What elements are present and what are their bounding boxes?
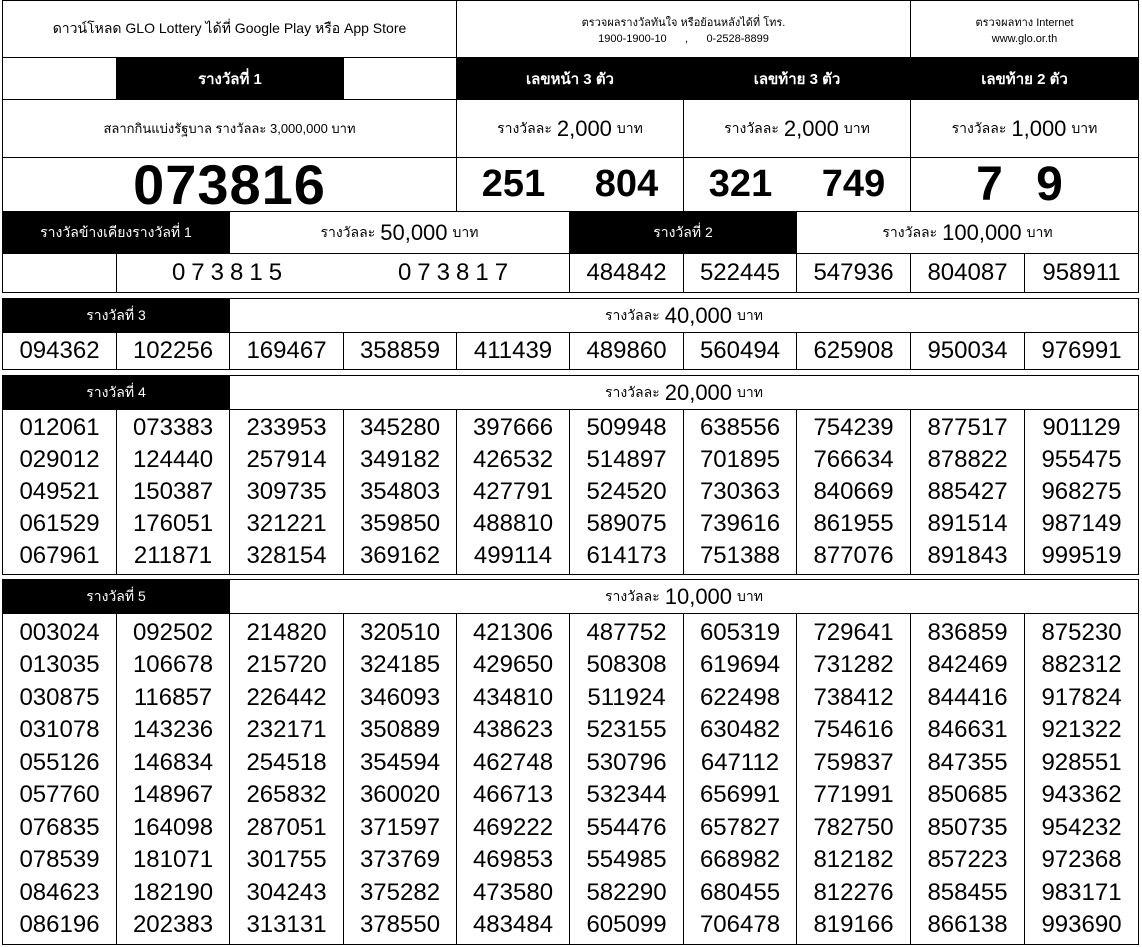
fifth-prize-number: 462748 (472, 748, 554, 776)
fifth-prize-number: 647112 (700, 748, 780, 776)
fifth-prize-number: 846631 (927, 716, 1008, 744)
fourth-prize-number: 427791 (472, 478, 554, 505)
third-prize-label: รางวัลที่ 3 (2, 298, 230, 333)
fourth-prize-number: 638556 (699, 414, 781, 441)
fifth-prize-number: 148967 (132, 781, 214, 809)
fifth-prize-number: 508308 (586, 651, 667, 679)
fifth-prize-number: 055126 (19, 748, 100, 776)
fifth-prize-number: 214820 (246, 618, 327, 646)
fourth-prize-column (910, 409, 1025, 575)
fifth-prize-number: 215720 (246, 651, 327, 679)
fourth-prize-number: 176051 (132, 510, 214, 537)
fifth-prize-column (456, 613, 570, 945)
fifth-prize-number: 850685 (927, 781, 1008, 809)
fifth-prize-number: 469853 (472, 846, 554, 874)
fourth-prize-number: 012061 (19, 414, 100, 441)
fifth-prize-number: 232171 (246, 716, 327, 744)
fourth-prize-number: 701895 (699, 446, 781, 473)
fifth-prize-number: 265832 (246, 781, 327, 809)
second-prize-number: 522445 (683, 253, 797, 293)
fifth-prize-label: รางวัลที่ 5 (2, 579, 230, 614)
fifth-prize-number: 313131 (246, 911, 327, 939)
fourth-prize-number: 061529 (19, 510, 100, 537)
fifth-prize-number: 421306 (472, 618, 554, 646)
fourth-prize-number: 885427 (927, 478, 1008, 505)
phone-numbers (598, 33, 769, 45)
fifth-prize-number: 523155 (586, 716, 667, 744)
fourth-prize-number: 968275 (1041, 478, 1122, 505)
fifth-prize-number: 013035 (19, 651, 100, 679)
fourth-prize-number: 328154 (246, 542, 327, 569)
last-three-label: เลขท้าย 3 ตัว (683, 57, 911, 100)
fifth-prize-number: 429650 (472, 651, 554, 679)
fourth-prize-column (229, 409, 344, 575)
fifth-prize-number: 554985 (586, 846, 667, 874)
fifth-prize-number: 917824 (1041, 683, 1122, 711)
fourth-prize-number: 073383 (132, 414, 214, 441)
fifth-prize-number: 469222 (472, 813, 554, 841)
fourth-prize-number: 426532 (472, 446, 554, 473)
fourth-prize-number: 514897 (586, 446, 667, 473)
fifth-prize-number: 181071 (132, 846, 214, 874)
fifth-prize-column (2, 613, 117, 945)
fifth-prize-number: 086196 (19, 911, 100, 939)
fifth-prize-number: 706478 (699, 911, 781, 939)
fourth-prize-number: 891514 (927, 510, 1008, 537)
third-prize-number: 094362 (2, 332, 117, 370)
phone-separator: , (685, 33, 689, 45)
fifth-prize-number: 287051 (246, 813, 327, 841)
fifth-prize-number: 324185 (359, 651, 441, 679)
fifth-prize-number: 680455 (699, 878, 781, 906)
fifth-prize-column (569, 613, 684, 945)
fifth-prize-number: 857223 (927, 846, 1008, 874)
fourth-prize-column (116, 409, 230, 575)
fourth-prize-column (683, 409, 797, 575)
front-three-numbers (456, 157, 684, 212)
fourth-prize-number: 499114 (473, 542, 553, 569)
fourth-prize-column (796, 409, 911, 575)
fourth-prize-number: 754239 (813, 414, 894, 441)
last-three-value: รางวัลละ 2,000 บาท (683, 99, 911, 158)
fifth-prize-number: 812276 (813, 878, 894, 906)
third-prize-number: 489860 (569, 332, 684, 370)
internet-text: ตรวจผลทาง Internet (975, 17, 1074, 29)
fourth-prize-number: 349182 (359, 446, 441, 473)
fifth-prize-number: 031078 (19, 716, 100, 744)
fourth-prize-number: 861955 (813, 510, 894, 537)
fifth-prize-number: 143236 (132, 716, 214, 744)
fifth-prize-number: 836859 (927, 618, 1008, 646)
fourth-prize-number: 211871 (133, 542, 213, 569)
fifth-prize-number: 921322 (1041, 716, 1122, 744)
fourth-prize-column (569, 409, 684, 575)
front-three-label: เลขหน้า 3 ตัว (456, 57, 684, 100)
fourth-prize-number: 739616 (699, 510, 781, 537)
fifth-prize-number: 554476 (586, 813, 667, 841)
fifth-prize-number: 375282 (359, 878, 441, 906)
fifth-prize-column (116, 613, 230, 945)
fifth-prize-column (910, 613, 1025, 945)
second-prize-label: รางวัลที่ 2 (569, 211, 797, 254)
third-prize-number: 169467 (229, 332, 344, 370)
fourth-prize-column (456, 409, 570, 575)
fifth-prize-number: 116857 (133, 683, 213, 711)
third-prize-number: 950034 (910, 332, 1025, 370)
third-prize-value: รางวัลละ 40,000 บาท (229, 298, 1139, 333)
front-three-value: รางวัลละ 2,000 บาท (456, 99, 684, 158)
fifth-prize-number: 605319 (699, 618, 781, 646)
fourth-prize-number: 233953 (246, 414, 327, 441)
website-link[interactable]: www.glo.or.th (991, 33, 1058, 45)
fourth-prize-column (2, 409, 117, 575)
fourth-prize-column (343, 409, 457, 575)
fourth-prize-number: 877517 (927, 414, 1008, 441)
fifth-prize-number: 532344 (586, 781, 667, 809)
fifth-prize-column (796, 613, 911, 945)
fourth-prize-number: 488810 (472, 510, 554, 537)
first-prize-description: สลากกินแบ่งรัฐบาล รางวัลละ 3,000,000 บาท (2, 99, 457, 158)
fourth-prize-number: 730363 (699, 478, 781, 505)
second-prize-value: รางวัลละ 100,000 บาท (796, 211, 1139, 254)
fifth-prize-column (229, 613, 344, 945)
second-prize-number: 958911 (1024, 253, 1139, 293)
last-three-numbers (683, 157, 911, 212)
fifth-prize-number: 346093 (359, 683, 441, 711)
fifth-prize-number: 106678 (132, 651, 214, 679)
fourth-prize-number: 345280 (359, 414, 441, 441)
fifth-prize-number: 438623 (472, 716, 554, 744)
fifth-prize-number: 850735 (927, 813, 1008, 841)
fourth-prize-number: 877076 (813, 542, 894, 569)
fourth-prize-number: 354803 (359, 478, 441, 505)
fourth-prize-number: 309735 (246, 478, 327, 505)
fourth-prize-number: 049521 (19, 478, 100, 505)
fifth-prize-number: 954232 (1041, 813, 1122, 841)
fifth-prize-column (1024, 613, 1139, 945)
fourth-prize-number: 878822 (927, 446, 1008, 473)
fifth-prize-number: 304243 (246, 878, 327, 906)
fourth-prize-label: รางวัลที่ 4 (2, 375, 230, 410)
fifth-prize-number: 483484 (472, 911, 554, 939)
last-three-number: 321 (708, 163, 773, 205)
last-two-label: เลขท้าย 2 ตัว (910, 57, 1139, 100)
fifth-prize-number: 078539 (19, 846, 100, 874)
fifth-prize-number: 819166 (813, 911, 894, 939)
fourth-prize-number: 614173 (586, 542, 667, 569)
fifth-prize-number: 657827 (699, 813, 781, 841)
fifth-prize-column (343, 613, 457, 945)
fifth-prize-number: 030875 (19, 683, 100, 711)
fourth-prize-number: 999519 (1041, 542, 1122, 569)
fifth-prize-number: 630482 (699, 716, 781, 744)
fifth-prize-number: 605099 (586, 911, 667, 939)
fifth-prize-number: 882312 (1041, 651, 1122, 679)
last-three-number: 749 (821, 163, 886, 205)
download-text: ดาวน์โหลด GLO Lottery ได้ที่ Google Play หรือ App Store (52, 20, 407, 36)
fourth-prize-number: 987149 (1041, 510, 1122, 537)
fifth-prize-number: 866138 (927, 911, 1008, 939)
fifth-prize-number: 057760 (19, 781, 100, 809)
fifth-prize-number: 371597 (359, 813, 441, 841)
third-prize-number: 358859 (343, 332, 457, 370)
fifth-prize-number: 928551 (1041, 748, 1122, 776)
last-two-value: รางวัลละ 1,000 บาท (910, 99, 1139, 158)
fourth-prize-number: 067961 (19, 542, 100, 569)
fifth-prize-number: 202383 (132, 911, 214, 939)
third-prize-number: 102256 (116, 332, 230, 370)
fifth-prize-number: 619694 (699, 651, 781, 679)
fifth-prize-number: 668982 (699, 846, 781, 874)
fourth-prize-number: 029012 (19, 446, 100, 473)
fifth-prize-number: 782750 (813, 813, 894, 841)
fifth-prize-number: 320510 (359, 618, 441, 646)
second-prize-number: 547936 (796, 253, 911, 293)
fifth-prize-number: 731282 (813, 651, 894, 679)
third-prize-number: 625908 (796, 332, 911, 370)
fifth-prize-number: 738412 (813, 683, 894, 711)
fifth-prize-number: 844416 (927, 683, 1008, 711)
fifth-prize-number: 487752 (586, 618, 667, 646)
fourth-prize-number: 891843 (927, 542, 1008, 569)
fifth-prize-number: 076835 (19, 813, 100, 841)
fourth-prize-number: 321221 (246, 510, 327, 537)
phone-1: 1900-1900-10 (598, 33, 667, 45)
header-spacer-right (343, 57, 457, 100)
fifth-prize-number: 847355 (927, 748, 1008, 776)
fifth-prize-number: 092502 (132, 618, 214, 646)
fifth-prize-number: 226442 (246, 683, 327, 711)
fourth-prize-number: 509948 (586, 414, 667, 441)
fifth-prize-number: 511924 (587, 683, 666, 711)
near-first-number: 073817 (397, 259, 515, 286)
fourth-prize-column (1024, 409, 1139, 575)
fifth-prize-number: 354594 (359, 748, 441, 776)
second-prize-number: 484842 (569, 253, 684, 293)
fourth-prize-number: 257914 (246, 446, 327, 473)
fifth-prize-column (683, 613, 797, 945)
fifth-prize-number: 943362 (1041, 781, 1122, 809)
fifth-prize-number: 164098 (132, 813, 214, 841)
first-prize-label: รางวัลที่ 1 (116, 57, 344, 100)
fourth-prize-number: 359850 (359, 510, 441, 537)
near-first-number: 073815 (171, 259, 289, 286)
third-prize-number: 976991 (1024, 332, 1139, 370)
fifth-prize-number: 182190 (132, 878, 214, 906)
second-prize-number: 804087 (910, 253, 1025, 293)
fifth-prize-number: 729641 (813, 618, 894, 646)
first-prize-number: 073816 (2, 157, 457, 212)
fifth-prize-number: 350889 (359, 716, 441, 744)
fifth-prize-number: 373769 (359, 846, 441, 874)
fifth-prize-number: 434810 (472, 683, 554, 711)
fourth-prize-number: 150387 (132, 478, 214, 505)
fifth-prize-number: 146834 (132, 748, 214, 776)
phone-check-box (456, 0, 911, 58)
fifth-prize-number: 622498 (699, 683, 781, 711)
fourth-prize-number: 901129 (1042, 414, 1121, 441)
third-prize-number: 411439 (456, 332, 570, 370)
third-prize-number: 560494 (683, 332, 797, 370)
near-first-numbers (116, 253, 570, 293)
fifth-prize-number: 983171 (1041, 878, 1122, 906)
fifth-prize-number: 972368 (1041, 846, 1122, 874)
fourth-prize-number: 840669 (813, 478, 894, 505)
fourth-prize-value: รางวัลละ 20,000 บาท (229, 375, 1139, 410)
fourth-prize-number: 397666 (472, 414, 554, 441)
phone-2: 0-2528-8899 (706, 33, 769, 45)
fifth-prize-number: 812182 (813, 846, 894, 874)
near-first-label: รางวัลข้างเคียงรางวัลที่ 1 (2, 211, 230, 254)
fourth-prize-number: 766634 (813, 446, 894, 473)
header-spacer-left (2, 57, 117, 100)
fifth-prize-number: 084623 (19, 878, 100, 906)
fifth-prize-number: 003024 (19, 618, 100, 646)
fourth-prize-number: 524520 (586, 478, 667, 505)
download-banner (2, 0, 457, 58)
fourth-prize-number: 955475 (1041, 446, 1122, 473)
fifth-prize-number: 301755 (246, 846, 327, 874)
fifth-prize-number: 771991 (813, 781, 894, 809)
fifth-prize-value: รางวัลละ 10,000 บาท (229, 579, 1139, 614)
front-three-number: 804 (594, 163, 659, 205)
fifth-prize-number: 875230 (1041, 618, 1122, 646)
fourth-prize-number: 124440 (132, 446, 214, 473)
phone-check-text: ตรวจผลรางวัลทันใจ หรือย้อนหลังได้ที่ โทร. (581, 17, 786, 29)
fourth-prize-number: 751388 (699, 542, 781, 569)
fourth-prize-number: 369162 (359, 542, 441, 569)
fifth-prize-number: 582290 (586, 878, 667, 906)
near-first-value: รางวัลละ 50,000 บาท (229, 211, 570, 254)
front-three-number: 251 (481, 163, 546, 205)
fifth-prize-number: 656991 (699, 781, 781, 809)
last-two-number: 7 9 (910, 157, 1139, 212)
near-first-spacer (2, 253, 117, 293)
fifth-prize-number: 378550 (359, 911, 441, 939)
fifth-prize-number: 993690 (1041, 911, 1122, 939)
fifth-prize-number: 530796 (586, 748, 667, 776)
fifth-prize-number: 842469 (927, 651, 1008, 679)
fifth-prize-number: 754616 (813, 716, 894, 744)
fifth-prize-number: 254518 (246, 748, 327, 776)
internet-check-box (910, 0, 1139, 58)
fifth-prize-number: 858455 (927, 878, 1008, 906)
fifth-prize-number: 473580 (472, 878, 554, 906)
fifth-prize-number: 360020 (359, 781, 441, 809)
fourth-prize-number: 589075 (586, 510, 667, 537)
fifth-prize-number: 759837 (813, 748, 894, 776)
fifth-prize-number: 466713 (472, 781, 554, 809)
